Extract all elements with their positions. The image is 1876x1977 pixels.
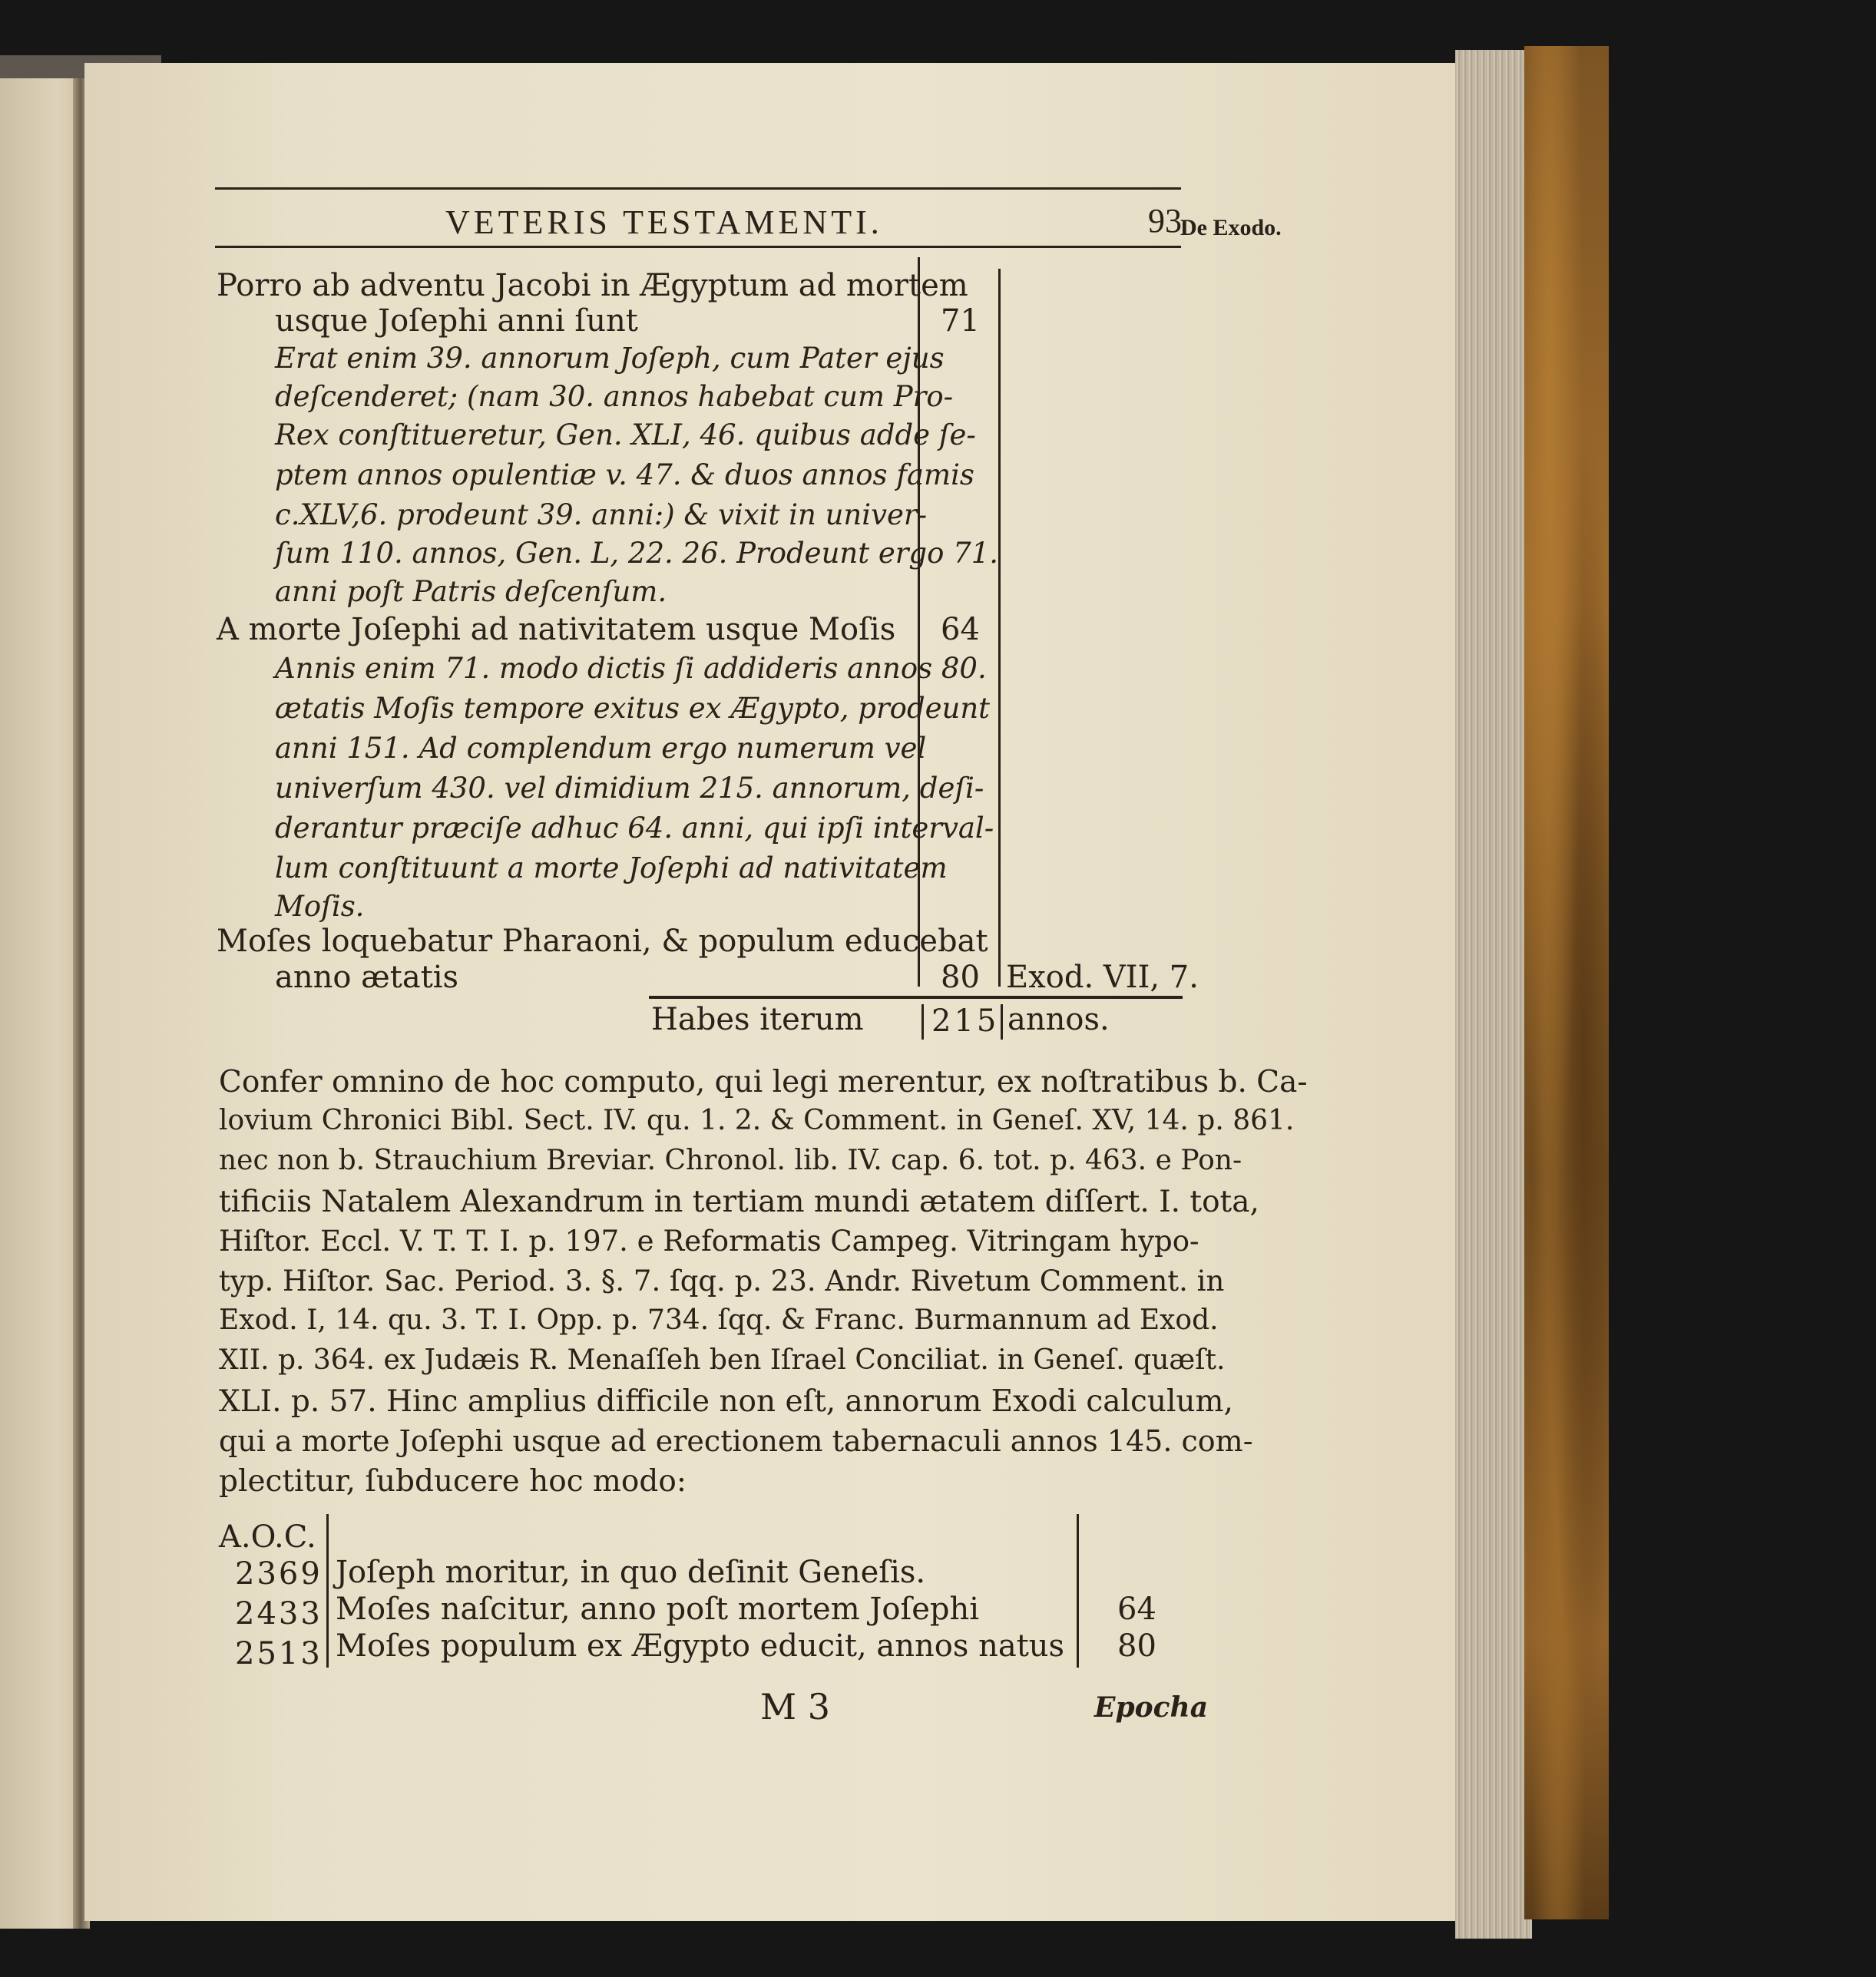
marbled-cover-board [1524,46,1609,1919]
paragraph-line-1: Confer omnino de hoc computo, qui legi merentur, ex noſtratibus b. Ca- [219,1065,1308,1099]
table2-row-3-year: 2513 [235,1636,323,1671]
total-value: 215 [931,1003,1000,1039]
header-rule-bottom [215,246,1181,248]
entry-2-note-line-7: Moſis. [275,890,365,923]
entry-1-note-line-2: deſcenderet; (nam 30. annos habebat cum Pro- [275,380,954,413]
total-rule-left [921,1004,924,1040]
left-facing-page [0,55,83,1929]
entry-3-main-line-2: anno ætatis [275,960,459,995]
entry-1-note-line-4: ptem annos opulentiæ v. 47. & duos annos famis [275,458,974,491]
entry-2-note-line-3: anni 151. Ad complendum ergo numerum vel [275,732,927,765]
paragraph-line-2: lovium Chronici Bibl. Sect. IV. qu. 1. 2. & Comment. in Geneſ. XV, 14. p. 861. [219,1105,1295,1136]
paragraph-line-7: Exod. I, 14. qu. 3. T. I. Opp. p. 734. ſqq. & Franc. Burmannum ad Exod. [219,1304,1219,1336]
entry-2-years: 64 [941,612,980,647]
page-fore-edge [1455,50,1532,1939]
entry-2-note-line-5: derantur præciſe adhuc 64. anni, qui ipſi interval- [275,812,994,845]
signature-mark: M 3 [760,1686,830,1727]
total-rule-right [1001,1004,1003,1040]
table2-row-1-year: 2369 [235,1556,323,1592]
page-number: 93 [1148,202,1182,240]
table2-row-2-value: 64 [1117,1592,1156,1627]
table-column-rule-2 [998,269,1001,987]
entry-2-note-line-6: lum conſtituunt a morte Joſephi ad nativitatem [275,851,948,884]
entry-1-years: 71 [941,303,980,339]
entry-1-note-line-6: ſum 110. annos, Gen. L, 22. 26. Prodeunt ergo 71. [275,537,999,570]
entry-1-note-line-1: Erat enim 39. annorum Joſeph, cum Pater ejus [275,342,945,375]
table2-row-3-text: Moſes populum ex Ægypto educit, annos natus [336,1628,1065,1664]
entry-2-note-line-4: univerſum 430. vel dimidium 215. annorum, deſi- [275,772,984,805]
paragraph-line-4: tificiis Natalem Alexandrum in tertiam mundi ætatem diſſert. I. tota, [219,1185,1259,1219]
table2-header: A.O.C. [219,1519,316,1555]
paragraph-line-10: qui a morte Joſephi usque ad erectionem tabernaculi annos 145. com- [219,1424,1253,1458]
side-note: De Exodo. [1180,215,1282,240]
entry-1-note-line-5: c.XLV,6. prodeunt 39. anni:) & vixit in univer- [275,498,928,531]
entry-3-main-line-1: Moſes loquebatur Pharaoni, & populum educebat [217,924,988,959]
table2-row-3-value: 80 [1117,1628,1156,1664]
entry-1-main-line-2: usque Joſephi anni ſunt [275,303,638,339]
table2-rule-left [326,1514,329,1668]
entry-1-main-line-1: Porro ab adventu Jacobi in Ægyptum ad mortem [217,268,968,303]
table2-row-1-text: Joſeph moritur, in quo deſinit Geneſis. [336,1555,926,1590]
entry-2-note-line-2: ætatis Moſis tempore exitus ex Ægypto, prodeunt [275,692,991,725]
table2-rule-right [1077,1514,1079,1668]
paragraph-line-6: typ. Hiſtor. Sac. Period. 3. §. 7. ſqq. p. 23. Andr. Rivetum Comment. in [219,1265,1225,1298]
entry-2-note-line-1: Annis enim 71. modo dictis ſi addideris annos 80. [275,652,987,685]
entry-1-note-line-3: Rex conſtitueretur, Gen. XLI, 46. quibus adde ſe- [275,418,976,451]
entry-3-years: 80 [941,960,980,995]
entry-1-note-line-7: anni poſt Patris deſcenſum. [275,575,667,608]
table2-row-2-year: 2433 [235,1596,323,1632]
entry-3-reference: Exod. VII, 7. [1006,960,1199,995]
paragraph-line-3: nec non b. Strauchium Breviar. Chronol. lib. IV. cap. 6. tot. p. 463. e Pon- [219,1145,1242,1176]
paragraph-line-11: plectitur, ſubducere hoc modo: [219,1464,687,1499]
total-rule [649,996,1183,999]
header-rule-top [215,187,1181,190]
table2-row-2-text: Moſes naſcitur, anno poſt mortem Joſephi [336,1592,980,1627]
total-unit: annos. [1007,1002,1110,1037]
paragraph-line-8: XII. p. 364. ex Judæis R. Menaſſeh ben Iſrael Conciliat. in Geneſ. quæſt. [219,1344,1226,1376]
paragraph-line-5: Hiſtor. Eccl. V. T. T. I. p. 197. e Reformatis Campeg. Vitringam hypo- [219,1225,1199,1258]
running-title: VETERIS TESTAMENTI. [445,203,883,241]
entry-2-main-line-1: A morte Joſephi ad nativitatem usque Moſis [217,612,896,647]
paragraph-line-9: XLI. p. 57. Hinc amplius difficile non eſt, annorum Exodi calculum, [219,1384,1233,1419]
total-label: Habes iterum [651,1002,864,1037]
catchword: Epocha [1094,1691,1209,1724]
